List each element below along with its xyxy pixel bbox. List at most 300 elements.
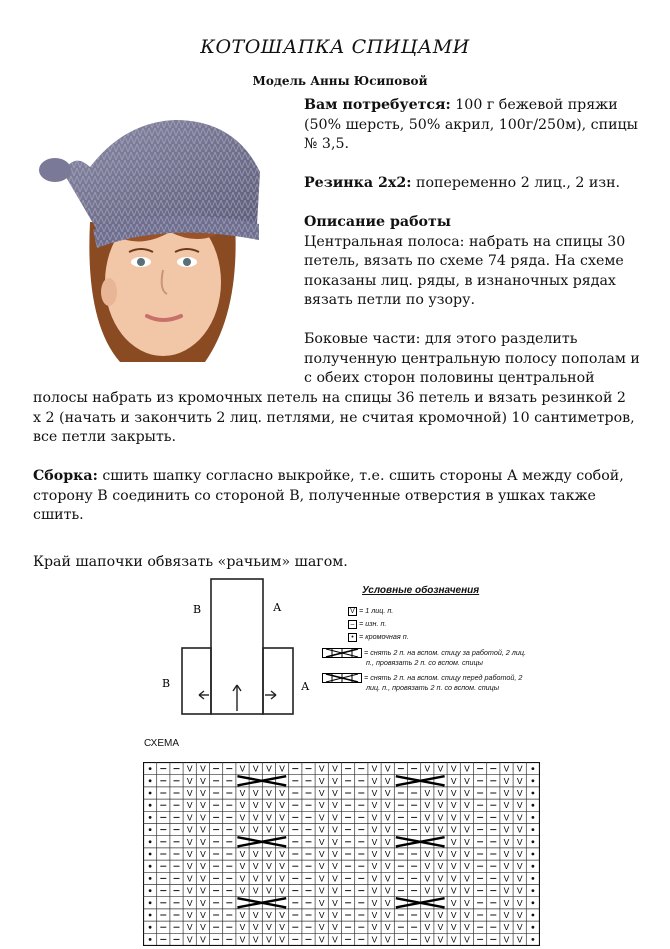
knit-stitch: V [186,897,193,908]
knit-stitch: V [200,788,206,798]
knit-stitch: V [371,812,378,823]
knit-stitch: V [186,824,193,835]
materials-paragraph [304,96,664,155]
edge-stitch [149,938,152,941]
knit-stitch: V [464,873,470,884]
knit-stitch: V [252,763,259,774]
knit-stitch: V [279,800,285,811]
knit-stitch: V [371,897,378,908]
edge-stitch [149,853,152,856]
purl-symbol-icon: – [348,620,357,629]
legend-item-cable-front: = снять 2 п. на вспом. спицу перед работой, 2 лиц. п., провязать 2 п. со вспом. спицы [322,673,542,692]
knit-stitch: V [200,897,206,908]
knit-stitch: V [332,885,338,896]
edge-stitch [532,792,535,795]
knit-symbol-icon: V [348,607,357,616]
knit-stitch: V [318,800,325,811]
knit-stitch: V [239,849,246,859]
knit-stitch: V [516,873,523,884]
knit-stitch: V [239,934,246,945]
knit-stitch: V [318,836,325,847]
knit-stitch: V [516,824,523,835]
knit-stitch: V [437,922,444,933]
edge-stitch [149,816,152,819]
knit-stitch: V [516,763,523,774]
knit-stitch: V [384,873,391,884]
knit-stitch: V [384,922,391,933]
edge-stitch [532,926,535,929]
knit-stitch: V [503,812,510,823]
description-heading: Описание работы [304,214,452,230]
knit-stitch: V [516,800,523,811]
knit-stitch: V [186,849,193,859]
knit-stitch: V [424,849,431,859]
knit-stitch: V [450,849,457,859]
knit-stitch: V [186,788,193,798]
description-line: Центральная полоса: набрать на спицы 30 [304,233,626,250]
knit-stitch: V [332,922,338,933]
edge-note: Край шапочки обвязать «рачьим» шагом. [33,554,348,570]
side-parts-line: с обеих сторон половины центральной [304,370,595,386]
knit-stitch: V [279,922,285,933]
knit-stitch: V [450,824,457,835]
knit-stitch: V [384,885,391,896]
knit-stitch: V [252,885,259,896]
knit-stitch: V [464,934,470,945]
knit-stitch: V [186,885,193,896]
knit-stitch: V [279,824,285,835]
knit-stitch: V [266,849,272,859]
knit-stitch: V [516,910,523,920]
knit-stitch: V [503,897,510,908]
side-parts-line: полученную центральную полосу пополам и [304,350,640,367]
knit-stitch: V [200,885,206,896]
knit-stitch: V [503,763,510,774]
schema-label: СХЕМА [144,738,179,749]
knit-stitch: V [464,824,470,835]
knit-stitch: V [279,788,285,798]
knit-stitch: V [503,873,510,884]
knit-stitch: V [464,800,470,811]
knit-stitch: V [332,775,338,786]
knit-stitch: V [332,788,338,798]
knit-stitch: V [186,910,193,920]
knit-stitch: V [371,836,378,847]
knit-stitch: V [371,885,378,896]
knit-stitch: V [332,800,338,811]
knit-stitch: V [464,849,470,859]
knit-stitch: V [424,861,431,872]
edge-stitch [532,901,535,904]
knit-stitch: V [424,788,431,798]
knit-stitch: V [384,763,391,774]
knit-stitch: V [252,824,259,835]
knit-stitch: V [186,861,193,872]
knit-stitch: V [200,873,206,884]
knit-stitch: V [464,897,470,908]
hat-pattern-diagram [155,575,325,720]
edge-stitch [149,914,152,917]
knit-stitch: V [279,861,285,872]
rib-paragraph [304,174,664,194]
knit-stitch: V [371,934,378,945]
edge-stitch [149,926,152,929]
knit-stitch: V [450,788,457,798]
knit-stitch: V [266,824,272,835]
edge-stitch [532,840,535,843]
knit-stitch: V [332,873,338,884]
knit-stitch: V [503,824,510,835]
knit-stitch: V [503,861,510,872]
knit-stitch: V [186,934,193,945]
knit-stitch: V [371,873,378,884]
knit-stitch: V [252,910,259,920]
knit-stitch: V [200,861,206,872]
knit-stitch: V [318,897,325,908]
knit-stitch: V [450,910,457,920]
edge-stitch [532,889,535,892]
knit-stitch: V [186,873,193,884]
knit-stitch: V [239,873,246,884]
knit-stitch: V [266,812,272,823]
assembly-paragraph [33,467,669,526]
knit-stitch: V [279,763,285,774]
knit-stitch: V [437,763,444,774]
edge-stitch [532,804,535,807]
knit-stitch: V [424,800,431,811]
knit-stitch: V [252,788,259,798]
edge-stitch [532,914,535,917]
knit-stitch: V [464,763,470,774]
knit-stitch: V [424,922,431,933]
knit-stitch: V [424,763,431,774]
knit-stitch: V [450,800,457,811]
knit-stitch: V [318,788,325,798]
edge-stitch [149,889,152,892]
knit-stitch: V [503,849,510,859]
knit-stitch: V [332,897,338,908]
knit-stitch: V [424,873,431,884]
edge-stitch [532,853,535,856]
legend-item-knit: V = 1 лиц. п. [348,606,542,616]
knit-stitch: V [450,897,457,908]
knit-stitch: V [464,885,470,896]
knit-stitch: V [437,800,444,811]
knit-stitch: V [384,934,391,945]
knit-stitch: V [516,812,523,823]
knit-stitch: V [437,861,444,872]
knit-stitch: V [503,910,510,920]
knit-stitch: V [384,849,391,859]
knit-stitch: V [450,812,457,823]
page-title: КОТОШАПКА СПИЦАМИ [200,36,470,58]
knit-stitch: V [503,788,510,798]
edge-stitch [149,901,152,904]
knit-stitch: V [318,812,325,823]
knit-stitch: V [384,788,391,798]
knit-stitch: V [186,775,193,786]
knit-stitch: V [239,800,246,811]
knit-stitch: V [371,800,378,811]
knit-stitch: V [279,873,285,884]
assembly-label: Сборка: [33,468,98,484]
description-section [304,213,666,311]
knit-stitch: V [318,922,325,933]
knit-stitch: V [503,934,510,945]
knit-stitch: V [450,763,457,774]
materials-line-2: (50% шерсть, 50% акрил, 100г/250м), спицы [304,116,638,133]
edge-stitch [532,828,535,831]
edge-stitch [149,828,152,831]
knit-stitch: V [318,885,325,896]
knit-stitch: V [516,897,523,908]
edge-stitch [532,865,535,868]
knit-stitch: V [266,861,272,872]
knit-stitch: V [279,885,285,896]
materials-line-3: № 3,5. [304,136,350,152]
knit-stitch: V [200,763,206,774]
edge-stitch [149,767,152,770]
knit-stitch: V [266,885,272,896]
knit-stitch: V [332,824,338,835]
edge-stitch [149,804,152,807]
knit-stitch: V [318,775,325,786]
knit-stitch: V [279,910,285,920]
knit-stitch: V [318,824,325,835]
rib-text: попеременно 2 лиц., 2 изн. [411,175,621,191]
knit-stitch: V [332,910,338,920]
knit-stitch: V [266,910,272,920]
knit-stitch: V [266,873,272,884]
knit-stitch: V [332,763,338,774]
knit-stitch: V [266,800,272,811]
label-a-side: А [301,680,310,693]
subtitle: Модель Анны Юсиповой [252,74,428,88]
label-b-top: В [193,603,202,616]
knit-stitch: V [186,836,193,847]
knit-stitch: V [384,812,391,823]
knit-stitch: V [332,836,338,847]
description-line: вязать петли по узору. [304,292,475,308]
knit-stitch: V [279,849,285,859]
knitting-chart [143,762,540,946]
knit-stitch: V [186,800,193,811]
knit-stitch: V [450,873,457,884]
knit-stitch: V [318,861,325,872]
knit-stitch: V [384,836,391,847]
edge-stitch [149,779,152,782]
knit-stitch: V [371,849,378,859]
knit-stitch: V [464,836,470,847]
knit-stitch: V [318,873,325,884]
knit-stitch: V [266,763,272,774]
knit-stitch: V [252,812,259,823]
knit-stitch: V [464,861,470,872]
knit-stitch: V [503,836,510,847]
photo-child-in-hat [35,112,270,374]
knit-stitch: V [371,824,378,835]
edge-stitch [532,767,535,770]
side-parts-wide [33,389,669,448]
knit-stitch: V [279,812,285,823]
knit-stitch: V [332,934,338,945]
knit-stitch: V [450,922,457,933]
knit-stitch: V [239,788,246,798]
edge-stitch [532,877,535,880]
knit-stitch: V [437,849,444,859]
knit-stitch: V [279,934,285,945]
knit-stitch: V [318,763,325,774]
knit-stitch: V [384,910,391,920]
knit-stitch: V [332,849,338,859]
knit-stitch: V [516,788,523,798]
legend [322,585,542,692]
legend-item-cable-back: = снять 2 п. на вспом. спицу за работой, 2 лиц. п., провязать 2 п. со вспом. спицы [322,648,542,667]
knit-stitch: V [200,836,206,847]
knit-stitch: V [200,812,206,823]
knit-stitch: V [239,824,246,835]
knit-stitch: V [239,922,246,933]
knit-stitch: V [384,861,391,872]
knit-stitch: V [450,775,457,786]
knit-stitch: V [318,910,325,920]
edge-stitch [149,865,152,868]
label-b-side: В [162,677,171,690]
knit-stitch: V [200,849,206,859]
knit-stitch: V [516,849,523,859]
knit-stitch: V [266,788,272,798]
side-parts-line: х 2 (начать и закончить 2 лиц. петлями, не считая кромочной) 10 сантиметров, [33,409,635,426]
knit-stitch: V [384,775,391,786]
knit-stitch: V [252,800,259,811]
knit-stitch: V [186,812,193,823]
knit-stitch: V [200,800,206,811]
side-parts-line: Боковые части: для этого разделить [304,331,578,347]
knit-stitch: V [450,885,457,896]
legend-title: Условные обозначения [362,585,480,596]
knit-stitch: V [371,763,378,774]
label-a-top: А [273,601,282,614]
knit-stitch: V [384,824,391,835]
knit-stitch: V [239,885,246,896]
knit-stitch: V [332,861,338,872]
legend-item-edge: • = кромочная п. [348,632,542,642]
knit-stitch: V [186,763,193,774]
knit-stitch: V [384,897,391,908]
cable-back-symbol-icon [322,648,362,658]
knit-stitch: V [200,922,206,933]
knit-stitch: V [239,910,246,920]
knit-stitch: V [464,812,470,823]
knit-stitch: V [424,812,431,823]
knit-stitch: V [464,788,470,798]
knit-stitch: V [516,922,523,933]
knit-stitch: V [332,812,338,823]
knit-stitch: V [437,934,444,945]
knit-stitch: V [252,873,259,884]
knit-stitch: V [239,763,246,774]
cable-front-symbol-icon [322,673,362,683]
side-parts-line: все петли закрыть. [33,429,177,445]
knit-stitch: V [450,836,457,847]
knit-stitch: V [516,934,523,945]
knit-stitch: V [200,775,206,786]
side-parts-narrow [304,330,666,389]
knit-stitch: V [318,934,325,945]
rib-label: Резинка 2х2: [304,175,412,191]
knit-stitch: V [437,812,444,823]
assembly-line-2: сторону В соединить со стороной В, полученные отверстия в ушках также [33,487,596,504]
edge-stitch-symbol-icon: • [348,633,357,642]
edge-stitch [532,779,535,782]
knit-stitch: V [424,885,431,896]
knit-stitch: V [252,922,259,933]
knit-stitch: V [186,922,193,933]
knit-stitch: V [437,873,444,884]
knit-stitch: V [266,934,272,945]
knit-stitch: V [318,849,325,859]
knit-stitch: V [200,824,206,835]
knit-stitch: V [464,910,470,920]
side-parts-line: полосы набрать из кромочных петель на спицы 36 петель и вязать резинкой 2 [33,390,626,406]
edge-stitch [149,792,152,795]
knit-stitch: V [516,885,523,896]
knit-stitch: V [516,861,523,872]
knit-stitch: V [371,775,378,786]
knit-stitch: V [200,934,206,945]
description-line: петель, вязать по схеме 74 ряда. На схеме [304,253,624,269]
knit-stitch: V [503,922,510,933]
knit-stitch: V [384,800,391,811]
knit-stitch: V [239,861,246,872]
knit-stitch: V [239,812,246,823]
legend-item-purl: – = изн. п. [348,619,542,629]
knit-stitch: V [252,934,259,945]
knit-stitch: V [424,824,431,835]
knit-stitch: V [252,849,259,859]
edge-stitch [532,938,535,941]
knit-stitch: V [437,885,444,896]
knit-stitch: V [266,922,272,933]
knit-stitch: V [450,861,457,872]
knit-stitch: V [371,788,378,798]
knit-stitch: V [464,775,470,786]
knit-stitch: V [371,861,378,872]
knit-stitch: V [200,910,206,920]
assembly-line-3: сшить. [33,507,84,523]
knit-stitch: V [516,836,523,847]
knit-stitch: V [437,824,444,835]
edge-stitch [149,877,152,880]
knit-stitch: V [464,922,470,933]
materials-text: 100 г бежевой пряжи [450,97,618,113]
knit-stitch: V [503,800,510,811]
knit-stitch: V [503,775,510,786]
assembly-text: сшить шапку согласно выкройке, т.е. сшить стороны А между собой, [97,468,624,484]
edge-stitch [532,816,535,819]
edge-stitch [149,840,152,843]
materials-label: Вам потребуется: [304,97,451,113]
knit-stitch: V [371,922,378,933]
knit-stitch: V [424,910,431,920]
knit-stitch: V [371,910,378,920]
description-line: показаны лиц. ряды, в изнаночных рядах [304,272,616,289]
knit-stitch: V [252,861,259,872]
knit-stitch: V [516,775,523,786]
knit-stitch: V [450,934,457,945]
knit-stitch: V [424,934,431,945]
knit-stitch: V [437,788,444,798]
